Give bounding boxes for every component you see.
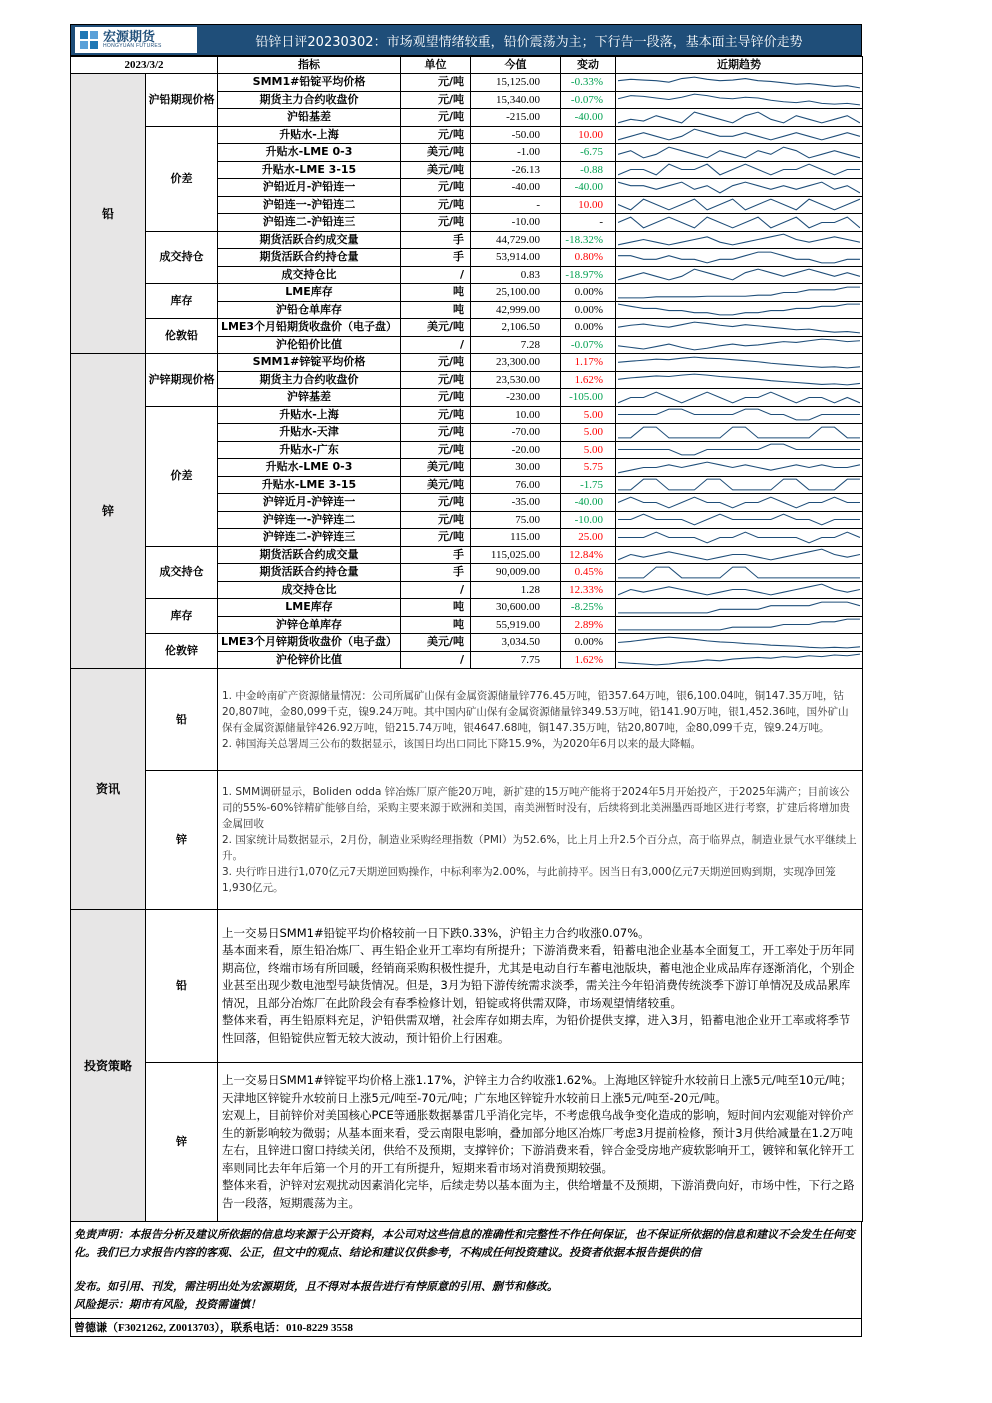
indicator-unit: 元/吨 bbox=[401, 91, 471, 109]
news-label: 资讯 bbox=[71, 669, 146, 910]
indicator-name: 升贴水-天津 bbox=[218, 424, 401, 442]
indicator-change: -10.00 bbox=[561, 511, 616, 529]
indicator-unit: 元/吨 bbox=[401, 441, 471, 459]
indicator-value: - bbox=[471, 196, 561, 214]
table-row bbox=[71, 599, 863, 617]
trend-sparkline bbox=[616, 371, 863, 389]
group-label: 伦敦铅 bbox=[146, 319, 218, 354]
price-table bbox=[70, 56, 863, 669]
indicator-change: -40.00 bbox=[561, 179, 616, 197]
indicator-value: -1.00 bbox=[471, 144, 561, 162]
trend-sparkline bbox=[616, 109, 863, 127]
group-label: 成交持仓 bbox=[146, 231, 218, 284]
indicator-value: 15,340.00 bbox=[471, 91, 561, 109]
indicator-unit: 吨 bbox=[401, 599, 471, 617]
trend-sparkline bbox=[616, 319, 863, 337]
indicator-change: 1.62% bbox=[561, 651, 616, 669]
col-indicator: 指标 bbox=[218, 57, 401, 74]
indicator-name: 期货活跃合约成交量 bbox=[218, 231, 401, 249]
indicator-unit: 手 bbox=[401, 231, 471, 249]
indicator-unit: 元/吨 bbox=[401, 354, 471, 372]
indicator-name: 升贴水-LME 3-15 bbox=[218, 476, 401, 494]
table-row bbox=[71, 74, 863, 92]
indicator-name: LME3个月锌期货收盘价（电子盘） bbox=[218, 634, 401, 652]
group-label: 沪铅期现价格 bbox=[146, 74, 218, 127]
trend-sparkline bbox=[616, 651, 863, 669]
indicator-change: 10.00 bbox=[561, 196, 616, 214]
disclaimer bbox=[71, 1222, 862, 1319]
indicator-name: 沪铅基差 bbox=[218, 109, 401, 127]
indicator-change: 1.62% bbox=[561, 371, 616, 389]
indicator-value: 115,025.00 bbox=[471, 546, 561, 564]
trend-sparkline bbox=[616, 599, 863, 617]
indicator-value: 44,729.00 bbox=[471, 231, 561, 249]
trend-sparkline bbox=[616, 144, 863, 162]
indicator-change: -18.32% bbox=[561, 231, 616, 249]
indicator-value: 3,034.50 bbox=[471, 634, 561, 652]
indicator-change: -0.88 bbox=[561, 161, 616, 179]
trend-sparkline bbox=[616, 546, 863, 564]
indicator-value: -70.00 bbox=[471, 424, 561, 442]
indicator-name: 成交持仓比 bbox=[218, 266, 401, 284]
group-label: 伦敦锌 bbox=[146, 634, 218, 669]
indicator-unit: 元/吨 bbox=[401, 389, 471, 407]
news-lead-label: 铅 bbox=[146, 669, 218, 771]
indicator-value: 30.00 bbox=[471, 459, 561, 477]
indicator-unit: / bbox=[401, 581, 471, 599]
zinc-section bbox=[71, 354, 863, 669]
trend-sparkline bbox=[616, 406, 863, 424]
indicator-change: 0.45% bbox=[561, 564, 616, 582]
table-row bbox=[71, 231, 863, 249]
indicator-change: 5.75 bbox=[561, 459, 616, 477]
indicator-unit: 美元/吨 bbox=[401, 319, 471, 337]
table-row bbox=[71, 546, 863, 564]
indicator-value: -10.00 bbox=[471, 214, 561, 232]
indicator-change: -1.75 bbox=[561, 476, 616, 494]
indicator-change: -40.00 bbox=[561, 494, 616, 512]
trend-sparkline bbox=[616, 196, 863, 214]
col-value: 今值 bbox=[471, 57, 561, 74]
col-change: 变动 bbox=[561, 57, 616, 74]
trend-sparkline bbox=[616, 424, 863, 442]
disclaimer-line2: 发布。如引用、刊发，需注明出处为宏源期货，且不得对本报告进行有悖原意的引用、删节和修改。 bbox=[74, 1280, 558, 1293]
news-zinc-label: 锌 bbox=[146, 771, 218, 910]
indicator-value: -20.00 bbox=[471, 441, 561, 459]
indicator-value: -50.00 bbox=[471, 126, 561, 144]
news-lead-text bbox=[218, 669, 863, 771]
group-label: 价差 bbox=[146, 126, 218, 231]
news-lead-p1: 1. 中金岭南矿产资源储量情况：公司所属矿山保有金属资源储量锌776.45万吨，铅357.64万吨，银6,100.04吨，铜147.35万吨，钴20,807吨，金80,099千克，镍9.24万吨。其中国内矿山保有金属资源储量锌349.53万吨，铅141.90万吨，银1,452.36吨，国外矿山保有金属资源储量锌426.92万吨，铅215.74万吨，银4647.68吨，铜147.35万吨，钴20,807吨，金80,099千克，镍9.24万吨。 bbox=[222, 689, 849, 734]
indicator-unit: 元/吨 bbox=[401, 179, 471, 197]
col-trend: 近期趋势 bbox=[616, 57, 863, 74]
lead-section-label: 铅 bbox=[71, 74, 146, 354]
indicator-name: 升贴水-广东 bbox=[218, 441, 401, 459]
indicator-change: -6.75 bbox=[561, 144, 616, 162]
trend-sparkline bbox=[616, 231, 863, 249]
analyst-contact: 曾德谦（F3021262, Z0013703），联系电话：010-8229 3558 bbox=[71, 1319, 862, 1337]
indicator-change: -40.00 bbox=[561, 109, 616, 127]
indicator-change: -105.00 bbox=[561, 389, 616, 407]
group-label: 库存 bbox=[146, 284, 218, 319]
strategy-label: 投资策略 bbox=[71, 910, 146, 1222]
indicator-name: 沪锌连一-沪锌连二 bbox=[218, 511, 401, 529]
indicator-name: 期货活跃合约持仓量 bbox=[218, 564, 401, 582]
indicator-change: 0.00% bbox=[561, 634, 616, 652]
indicator-change: 0.80% bbox=[561, 249, 616, 267]
indicator-change: 0.00% bbox=[561, 319, 616, 337]
indicator-value: -26.13 bbox=[471, 161, 561, 179]
indicator-change: 10.00 bbox=[561, 126, 616, 144]
strategy-zinc-p3: 整体来看，沪锌对宏观扰动因素消化完毕，后续走势以基本面为主，供给增量不及预期，下游消费向好，市场中性，下行之路告一段落，短期震荡为主。 bbox=[222, 1178, 855, 1210]
indicator-value: 115.00 bbox=[471, 529, 561, 547]
indicator-unit: 元/吨 bbox=[401, 214, 471, 232]
indicator-value: -35.00 bbox=[471, 494, 561, 512]
trend-sparkline bbox=[616, 616, 863, 634]
indicator-name: 升贴水-LME 0-3 bbox=[218, 459, 401, 477]
trend-sparkline bbox=[616, 91, 863, 109]
indicator-change: 12.84% bbox=[561, 546, 616, 564]
indicator-unit: 元/吨 bbox=[401, 196, 471, 214]
group-label: 价差 bbox=[146, 406, 218, 546]
indicator-name: 升贴水-LME 0-3 bbox=[218, 144, 401, 162]
trend-sparkline bbox=[616, 581, 863, 599]
indicator-value: 55,919.00 bbox=[471, 616, 561, 634]
indicator-unit: 元/吨 bbox=[401, 511, 471, 529]
indicator-unit: 美元/吨 bbox=[401, 161, 471, 179]
indicator-change: -8.25% bbox=[561, 599, 616, 617]
strategy-lead-p2: 基本面来看，原生铅冶炼厂、再生铅企业开工率均有所提升；下游消费来看，铅蓄电池企业基本全面复工，开工率处于历年同期高位，终端市场有所回暖，经销商采购积极性提升，尤其是电动自行车蓄电池版块，蓄电池企业成品库存逐渐消化，个别企业甚至出现少数电池型号缺货情况。但是，3月为铅下游传统需求淡季，需关注今年铅消费传统淡季下游订单情况及成品累库情况，且部分冶炼厂在此阶段会有春季检修计划，铅锭或将供需双降，市场观望情绪较重。 bbox=[222, 943, 855, 1010]
indicator-name: LME3个月铅期货收盘价（电子盘） bbox=[218, 319, 401, 337]
indicator-change: 0.00% bbox=[561, 284, 616, 302]
trend-sparkline bbox=[616, 494, 863, 512]
table-row bbox=[71, 406, 863, 424]
indicator-name: LME库存 bbox=[218, 599, 401, 617]
table-row bbox=[71, 634, 863, 652]
indicator-unit: 元/吨 bbox=[401, 126, 471, 144]
indicator-value: 53,914.00 bbox=[471, 249, 561, 267]
risk-warning: 风险提示：期市有风险，投资需谨慎！ bbox=[74, 1298, 261, 1311]
indicator-unit: 吨 bbox=[401, 284, 471, 302]
indicator-unit: 元/吨 bbox=[401, 424, 471, 442]
trend-sparkline bbox=[616, 266, 863, 284]
zinc-section-label: 锌 bbox=[71, 354, 146, 669]
indicator-name: 沪锌仓单库存 bbox=[218, 616, 401, 634]
trend-sparkline bbox=[616, 511, 863, 529]
indicator-change: 1.17% bbox=[561, 354, 616, 372]
trend-sparkline bbox=[616, 126, 863, 144]
indicator-unit: 元/吨 bbox=[401, 494, 471, 512]
indicator-value: 15,125.00 bbox=[471, 74, 561, 92]
group-label: 成交持仓 bbox=[146, 546, 218, 599]
trend-sparkline bbox=[616, 179, 863, 197]
logo-cn: 宏源期货 bbox=[103, 30, 156, 45]
indicator-value: 0.83 bbox=[471, 266, 561, 284]
indicator-change: 5.00 bbox=[561, 406, 616, 424]
trend-sparkline bbox=[616, 389, 863, 407]
group-label: 库存 bbox=[146, 599, 218, 634]
table-row bbox=[71, 354, 863, 372]
indicator-value: 23,530.00 bbox=[471, 371, 561, 389]
indicator-name: 沪伦锌价比值 bbox=[218, 651, 401, 669]
indicator-unit: 美元/吨 bbox=[401, 634, 471, 652]
indicator-unit: 元/吨 bbox=[401, 529, 471, 547]
strategy-zinc-p2: 宏观上，目前锌价对美国核心PCE等通胀数据暴雷几乎消化完毕，不考虑俄乌战争变化造成的影响，短时间内宏观能对锌价产生的新影响较为微弱；从基本面来看，受云南限电影响，叠加部分地区冶炼厂考虑3月提前检修，预计3月供给减量在1.2万吨左右，且锌进口窗口持续关闭，供给不及预期，支撑锌价；下游消费来看，锌合金受房地产疲软影响开工，镀锌和氧化锌开工率则同比去年年后第一个月的开工有所提升，短期来看市场对消费预期较强。 bbox=[222, 1108, 855, 1175]
strategy-zinc-p1: 上一交易日SMM1#锌锭平均价格上涨1.17%，沪锌主力合约收涨1.62%。上海地区锌锭升水较前日上涨5元/吨至10元/吨；天津地区锌锭升水较前日上涨5元/吨至-70元/吨；广东地区锌锭升水较前日上涨5元/吨至-20元/吨。 bbox=[222, 1073, 852, 1105]
indicator-value: 23,300.00 bbox=[471, 354, 561, 372]
indicator-name: 期货活跃合约持仓量 bbox=[218, 249, 401, 267]
indicator-value: 7.28 bbox=[471, 336, 561, 354]
indicator-value: 25,100.00 bbox=[471, 284, 561, 302]
table-row bbox=[71, 126, 863, 144]
indicator-value: -215.00 bbox=[471, 109, 561, 127]
strategy-zinc-label: 锌 bbox=[146, 1063, 218, 1222]
lead-section bbox=[71, 74, 863, 354]
news-zinc-p2: 2. 国家统计局数据显示，2月份，制造业采购经理指数（PMI）为52.6%，比上月上升2.5个百分点，高于临界点，制造业景气水平继续上升。 bbox=[222, 834, 857, 862]
indicator-change: 0.00% bbox=[561, 301, 616, 319]
indicator-name: 升贴水-LME 3-15 bbox=[218, 161, 401, 179]
strategy-zinc-text bbox=[218, 1063, 863, 1222]
indicator-value: 76.00 bbox=[471, 476, 561, 494]
indicator-change: 5.00 bbox=[561, 424, 616, 442]
indicator-unit: 元/吨 bbox=[401, 109, 471, 127]
trend-sparkline bbox=[616, 354, 863, 372]
indicator-change: -0.33% bbox=[561, 74, 616, 92]
indicator-unit: 元/吨 bbox=[401, 406, 471, 424]
news-zinc-p1: 1. SMM调研显示，Boliden odda 锌冶炼厂原产能20万吨，新扩建的15万吨产能将于2024年5月开始投产，于2025年满产；目前该公司的55%-60%锌精矿能够自给，采购主要来源于欧洲和美国，南美洲暂时没有，后续将到北美洲墨西哥地区进行考察，扩建后将增加贵金属回收 bbox=[222, 786, 850, 830]
indicator-value: 1.28 bbox=[471, 581, 561, 599]
indicator-value: 10.00 bbox=[471, 406, 561, 424]
group-label: 沪锌期现价格 bbox=[146, 354, 218, 407]
news-lead-p2: 2. 韩国海关总署周三公布的数据显示，该国日均出口同比下降15.9%，为2020年6月以来的最大降幅。 bbox=[222, 737, 702, 750]
indicator-value: 42,999.00 bbox=[471, 301, 561, 319]
indicator-change: -0.07% bbox=[561, 336, 616, 354]
indicator-name: 沪铅仓单库存 bbox=[218, 301, 401, 319]
strategy-lead-p1: 上一交易日SMM1#铅锭平均价格较前一日下跌0.33%，沪铅主力合约收涨0.07%。 bbox=[222, 925, 650, 940]
report-page bbox=[70, 24, 862, 1337]
table-row bbox=[71, 284, 863, 302]
indicator-unit: 美元/吨 bbox=[401, 476, 471, 494]
trend-sparkline bbox=[616, 476, 863, 494]
report-header bbox=[70, 24, 862, 56]
logo-en: HONGYUAN FUTURES bbox=[103, 43, 162, 49]
strategy-lead-p3: 整体来看，再生铅原料充足，沪铅供需双增，社会库存如期去库，为铅价提供支撑，进入3月，铅蓄电池企业开工率或将季节性回落，但铅锭供应暂无较大波动，预计铅价上行困难。 bbox=[222, 1013, 851, 1045]
trend-sparkline bbox=[616, 634, 863, 652]
table-header-row bbox=[71, 57, 863, 74]
indicator-unit: / bbox=[401, 336, 471, 354]
indicator-name: 沪锌近月-沪锌连一 bbox=[218, 494, 401, 512]
trend-sparkline bbox=[616, 74, 863, 92]
indicator-unit: 手 bbox=[401, 564, 471, 582]
indicator-unit: / bbox=[401, 266, 471, 284]
trend-sparkline bbox=[616, 284, 863, 302]
trend-sparkline bbox=[616, 441, 863, 459]
strategy-lead-text bbox=[218, 910, 863, 1063]
indicator-name: 期货主力合约收盘价 bbox=[218, 91, 401, 109]
indicator-unit: / bbox=[401, 651, 471, 669]
logo-mark-icon bbox=[78, 29, 100, 51]
disclaimer-line1: 免责声明：本报告分析及建议所依据的信息均来源于公开资料，本公司对这些信息的准确性和完整性不作任何保证，也不保证所依据的信息和建议不会发生任何变化。我们已力求报告内容的客观、公正，但文中的观点、结论和建议仅供参考，不构成任何投资建议。投资者依据本报告提供的信 bbox=[74, 1228, 855, 1259]
indicator-value: 2,106.50 bbox=[471, 319, 561, 337]
indicator-change: 25.00 bbox=[561, 529, 616, 547]
strategy-lead-label: 铅 bbox=[146, 910, 218, 1063]
trend-sparkline bbox=[616, 459, 863, 477]
indicator-unit: 手 bbox=[401, 249, 471, 267]
indicator-change: -0.07% bbox=[561, 91, 616, 109]
trend-sparkline bbox=[616, 529, 863, 547]
indicator-name: 沪锌基差 bbox=[218, 389, 401, 407]
indicator-unit: 元/吨 bbox=[401, 371, 471, 389]
indicator-name: SMM1#锌锭平均价格 bbox=[218, 354, 401, 372]
indicator-value: 30,600.00 bbox=[471, 599, 561, 617]
news-zinc-p3: 3. 央行昨日进行1,070亿元7天期逆回购操作，中标利率为2.00%，与此前持平。因当日有3,000亿元7天期逆回购到期，实现净回笼1,930亿元。 bbox=[222, 866, 836, 894]
table-row bbox=[71, 319, 863, 337]
indicator-change: - bbox=[561, 214, 616, 232]
indicator-change: 5.00 bbox=[561, 441, 616, 459]
indicator-name: 升贴水-上海 bbox=[218, 126, 401, 144]
trend-sparkline bbox=[616, 301, 863, 319]
indicator-name: SMM1#铅锭平均价格 bbox=[218, 74, 401, 92]
indicator-name: 期货活跃合约成交量 bbox=[218, 546, 401, 564]
indicator-value: -40.00 bbox=[471, 179, 561, 197]
indicator-value: 75.00 bbox=[471, 511, 561, 529]
indicator-change: 12.33% bbox=[561, 581, 616, 599]
trend-sparkline bbox=[616, 249, 863, 267]
company-logo bbox=[75, 27, 197, 53]
indicator-name: 成交持仓比 bbox=[218, 581, 401, 599]
report-title: 铅锌日评20230302：市场观望情绪较重，铅价震荡为主；下行告一段落，基本面主导锌价走势 bbox=[255, 34, 803, 50]
indicator-unit: 美元/吨 bbox=[401, 144, 471, 162]
indicator-value: 90,009.00 bbox=[471, 564, 561, 582]
indicator-change: -18.97% bbox=[561, 266, 616, 284]
indicator-name: 期货主力合约收盘价 bbox=[218, 371, 401, 389]
indicator-unit: 吨 bbox=[401, 616, 471, 634]
trend-sparkline bbox=[616, 161, 863, 179]
strategy-table bbox=[70, 909, 863, 1222]
indicator-value: 7.75 bbox=[471, 651, 561, 669]
news-table bbox=[70, 668, 863, 910]
footer-table bbox=[70, 1221, 862, 1337]
news-zinc-text bbox=[218, 771, 863, 910]
indicator-unit: 元/吨 bbox=[401, 74, 471, 92]
indicator-name: 沪锌连二-沪锌连三 bbox=[218, 529, 401, 547]
indicator-unit: 美元/吨 bbox=[401, 459, 471, 477]
report-date: 2023/3/2 bbox=[71, 57, 218, 74]
indicator-unit: 吨 bbox=[401, 301, 471, 319]
trend-sparkline bbox=[616, 564, 863, 582]
col-unit: 单位 bbox=[401, 57, 471, 74]
trend-sparkline bbox=[616, 336, 863, 354]
indicator-name: 沪伦铅价比值 bbox=[218, 336, 401, 354]
indicator-name: 沪铅连二-沪铅连三 bbox=[218, 214, 401, 232]
trend-sparkline bbox=[616, 214, 863, 232]
indicator-change: 2.89% bbox=[561, 616, 616, 634]
indicator-value: -230.00 bbox=[471, 389, 561, 407]
indicator-unit: 手 bbox=[401, 546, 471, 564]
indicator-name: LME库存 bbox=[218, 284, 401, 302]
indicator-name: 沪铅近月-沪铅连一 bbox=[218, 179, 401, 197]
indicator-name: 升贴水-上海 bbox=[218, 406, 401, 424]
indicator-name: 沪铅连一-沪铅连二 bbox=[218, 196, 401, 214]
